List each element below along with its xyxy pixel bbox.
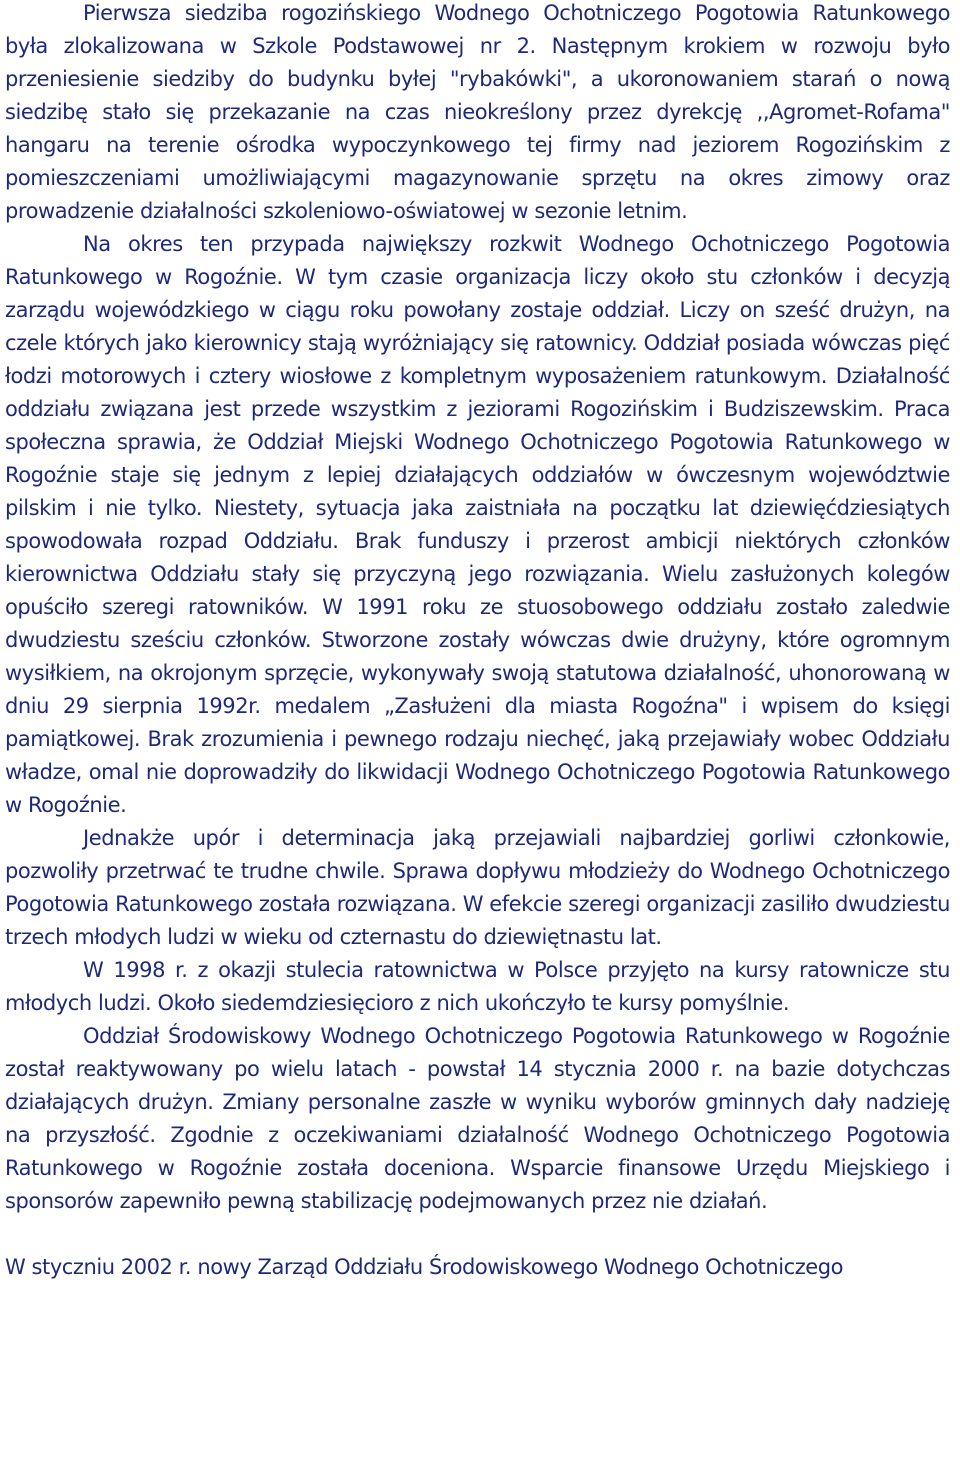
paragraph-peak-and-decline: Na okres ten przypada największy rozkwit Wodnego Ochotniczego Pogotowia Ratunkowego w Rogoźnie. W tym czasie organizacja liczy około stu członków i decyzją zarządu wojewódzkiego w ciągu roku powołany zostaje oddział. Liczy on sześć drużyn, na czele których jako kierownicy stają wyróżniający się ratownicy. Oddział posiada wówczas pięć łodzi motorowych i cztery wiosłowe z kompletnym wyposażeniem ratunkowym. Działalność oddziału związana jest przede wszystkim z jeziorami Rogozińskim i Budziszewskim. Praca społeczna sprawia, że Oddział Miejski Wodnego Ochotniczego Pogotowia Ratunkowego w Rogoźnie staje się jednym z lepiej działających oddziałów w ówczesnym województwie pilskim i nie tylko. Niestety, sytuacja jaka zaistniała na początku lat dziewięćdziesiątych spowodowała rozpad Oddziału. Brak funduszy i przerost ambicji niektórych członków kierownictwa Oddziału stały się przyczyną jego rozwiązania. Wielu zasłużonych kolegów opuściło szeregi ratowników. W 1991 roku ze stuosobowego oddziału zostało zaledwie dwudziestu sześciu członków. Stworzone zostały wówczas dwie drużyny, które ogromnym wysiłkiem, na okrojonym sprzęcie, wykonywały swoją statutowa działalność, uhonorowaną w dniu 29 sierpnia 1992r. medalem „Zasłużeni dla miasta Rogoźna" i wpisem do księgi pamiątkowej. Brak zrozumienia i pewnego rodzaju niechęć, jaką przejawiały wobec Oddziału władze, omal nie doprowadziły do likwidacji Wodnego Ochotniczego Pogotowia Ratunkowego w Rogoźnie. [5,232,950,817]
paragraph-survival: Jednakże upór i determinacja jaką przejawiali najbardziej gorliwi członkowie, pozwoliły przetrwać te trudne chwile. Sprawa dopływu młodzieży do Wodnego Ochotniczego Pogotowia Ratunkowego została rozwiązana. W efekcie szeregi organizacji zasiliło dwudziestu trzech młodych ludzi w wieku od czternastu do dziewiętnastu lat. [5,826,950,949]
paragraph-2002-board: W styczniu 2002 r. nowy Zarząd Oddziału Środowiskowego Wodnego Ochotniczego [5,1255,844,1279]
article-body [5,0,950,1284]
paragraph-seat-history: Pierwsza siedziba rogozińskiego Wodnego Ochotniczego Pogotowia Ratunkowego była zlokalizowana w Szkole Podstawowej nr 2. Następnym krokiem w rozwoju było przeniesienie siedziby do budynku byłej "rybakówki", a ukoronowaniem starań o nową siedzibę stało się przekazanie na czas nieokreślony przez dyrekcję ,,Agromet-Rofama" hangaru na terenie ośrodka wypoczynkowego tej firmy nad jeziorem Rogozińskim z pomieszczeniami umożliwiającymi magazynowanie sprzętu na okres zimowy oraz prowadzenie działalności szkoleniowo-oświatowej w sezonie letnim. [5,1,950,223]
paragraph-reactivation: Oddział Środowiskowy Wodnego Ochotniczego Pogotowia Ratunkowego w Rogoźnie został reaktywowany po wielu latach - powstał 14 stycznia 2000 r. na bazie dotychczas działających drużyn. Zmiany personalne zaszłe w wyniku wyborów gminnych dały nadzieję na przyszłość. Zgodnie z oczekiwaniami działalność Wodnego Ochotniczego Pogotowia Ratunkowego w Rogoźnie została doceniona. Wsparcie finansowe Urzędu Miejskiego i sponsorów zapewniło pewną stabilizację podejmowanych przez nie działań. [5,1024,950,1213]
paragraph-1998-courses: W 1998 r. z okazji stulecia ratownictwa w Polsce przyjęto na kursy ratownicze stu młodych ludzi. Około siedemdziesięcioro z nich ukończyło te kursy pomyślnie. [5,958,950,1015]
